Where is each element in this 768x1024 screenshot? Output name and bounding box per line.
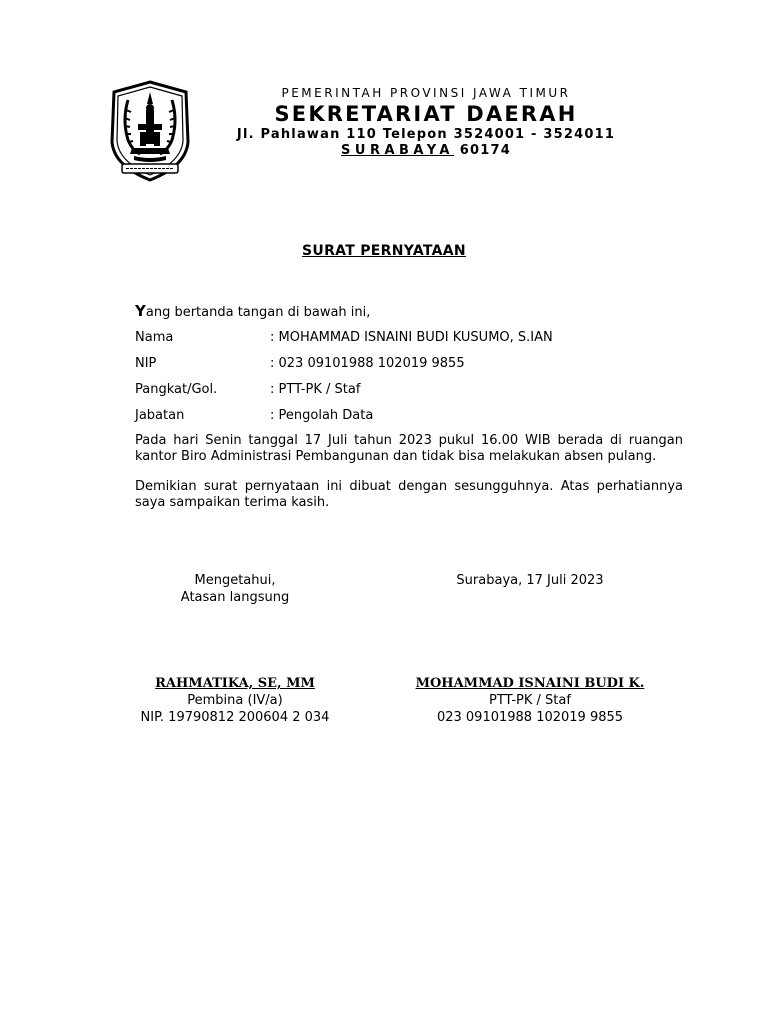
place-date: Surabaya, 17 Juli 2023 bbox=[456, 573, 604, 588]
field-label-pangkat: Pangkat/Gol. bbox=[135, 382, 218, 397]
office-city-line bbox=[236, 143, 616, 159]
field-value-nip: : 023 09101988 102019 9855 bbox=[270, 356, 465, 371]
field-label-jabatan: Jabatan bbox=[135, 408, 185, 423]
document-title: SURAT PERNYATAAN bbox=[302, 243, 466, 259]
left-signature-block bbox=[110, 675, 360, 726]
closing-paragraph: Demikian surat pernyataan ini dibuat dengan sesungguhnya. Atas perhatiannya saya sampaikan terima kasih. bbox=[135, 479, 683, 510]
government-name: PEMERINTAH PROVINSI JAWA TIMUR bbox=[281, 86, 571, 100]
left-signature-heading bbox=[130, 572, 340, 606]
supervisor-name: RAHMATIKA, SE, MM bbox=[155, 676, 315, 691]
supervisor-nip: NIP. 19790812 200604 2 034 bbox=[140, 710, 330, 725]
jawa-timur-emblem-icon bbox=[108, 80, 192, 184]
field-label-nama: Nama bbox=[135, 330, 174, 345]
statement-paragraph: Pada hari Senin tanggal 17 Juli tahun 2023 pukul 16.00 WIB berada di ruangan kantor Biro Administrasi Pembangunan dan tidak bisa melakukan absen pulang. bbox=[135, 433, 683, 464]
right-signature-block bbox=[400, 675, 660, 726]
signer-name: MOHAMMAD ISNAINI BUDI K. bbox=[415, 676, 645, 691]
supervisor-label: Atasan langsung bbox=[180, 590, 290, 605]
field-label-nip: NIP bbox=[135, 356, 157, 371]
signer-nip: 023 09101988 102019 9855 bbox=[436, 710, 624, 725]
field-value-nama: : MOHAMMAD ISNAINI BUDI KUSUMO, S.IAN bbox=[270, 330, 553, 345]
office-address: Jl. Pahlawan 110 Telepon 3524001 - 3524011 bbox=[236, 127, 616, 142]
postal-code: 60174 bbox=[459, 143, 511, 158]
supervisor-rank: Pembina (IV/a) bbox=[187, 693, 283, 708]
office-name: SEKRETARIAT DAERAH bbox=[274, 102, 578, 126]
intro-first-letter: Y bbox=[135, 302, 146, 320]
field-value-jabatan: : Pengolah Data bbox=[270, 408, 374, 423]
field-value-pangkat: : PTT-PK / Staf bbox=[270, 382, 361, 397]
intro-rest: ang bertanda tangan di bawah ini, bbox=[145, 305, 371, 320]
acknowledged-label: Mengetahui, bbox=[194, 573, 276, 588]
signer-rank: PTT-PK / Staf bbox=[489, 693, 571, 708]
intro-sentence bbox=[135, 303, 370, 321]
office-city: SURABAYA bbox=[341, 143, 454, 158]
letterhead bbox=[236, 86, 616, 159]
